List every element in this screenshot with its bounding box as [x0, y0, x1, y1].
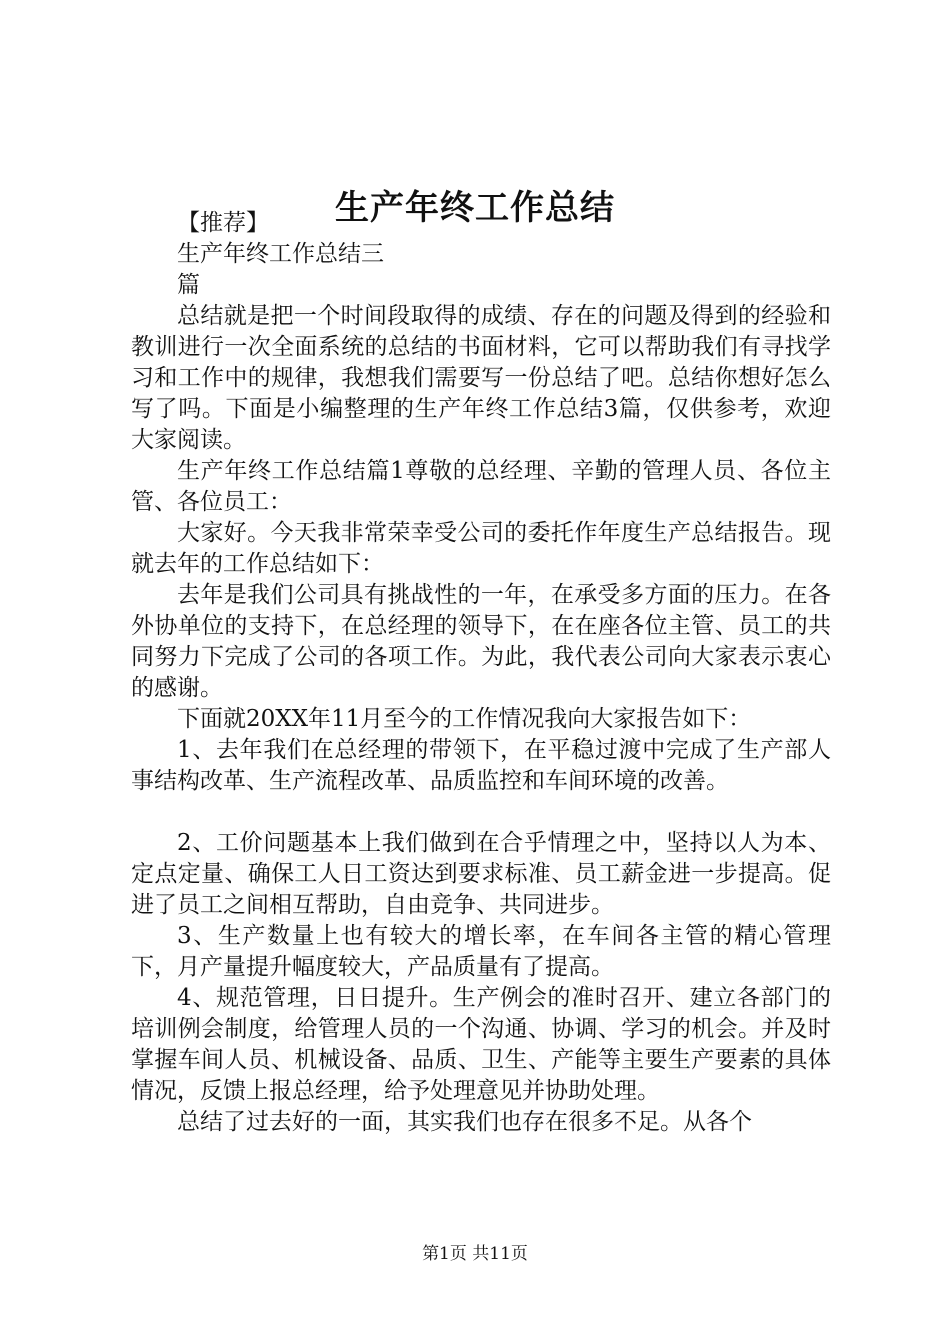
paragraph-spacer — [131, 797, 831, 828]
subtitle-line-continued: 篇 — [177, 272, 200, 298]
list-item-4: 4、规范管理，日日提升。生产例会的准时召开、建立各部门的培训例会制度，给管理人员的一个沟通、协调、学习的机会。并及时掌握车间人员、机械设备、品质、卫生、产能等主要生产要素的具体情况，反馈上报总经理，给予处理意见并协助处理。 — [131, 985, 831, 1104]
body-paragraph: 总结了过去好的一面，其实我们也存在很多不足。从各个 — [177, 1109, 752, 1135]
recommend-label: 【推荐】 — [177, 210, 269, 236]
subtitle-line: 生产年终工作总结三 — [177, 241, 384, 267]
list-item-2: 2、工价问题基本上我们做到在合乎情理之中，坚持以人为本、定点定量、确保工人日工资达到要求标准、员工薪金进一步提高。促进了员工之间相互帮助，自由竞争、共同进步。 — [131, 830, 831, 918]
document-body — [131, 208, 831, 1138]
body-paragraph: 下面就20XX年11月至今的工作情况我向大家报告如下： — [177, 706, 752, 732]
body-paragraph: 去年是我们公司具有挑战性的一年，在承受多方面的压力。在各外协单位的支持下，在总经理的领导下，在在座各位主管、员工的共同努力下完成了公司的各项工作。为此，我代表公司向大家表示衷心的感谢。 — [131, 582, 831, 701]
greeting-paragraph: 大家好。今天我非常荣幸受公司的委托作年度生产总结报告。现就去年的工作总结如下： — [131, 520, 831, 577]
page-number-footer: 第1页 共11页 — [422, 1244, 528, 1264]
section-heading-paragraph: 生产年终工作总结篇1尊敬的总经理、辛勤的管理人员、各位主管、各位员工： — [131, 458, 831, 515]
list-item-3: 3、生产数量上也有较大的增长率，在车间各主管的精心管理下，月产量提升幅度较大，产品质量有了提高。 — [131, 923, 831, 980]
document-title: 生产年终工作总结 — [335, 188, 615, 228]
intro-paragraph: 总结就是把一个时间段取得的成绩、存在的问题及得到的经验和教训进行一次全面系统的总结的书面材料，它可以帮助我们有寻找学习和工作中的规律，我想我们需要写一份总结了吧。总结你想好怎么写了吗。下面是小编整理的生产年终工作总结3篇，仅供参考，欢迎大家阅读。 — [131, 303, 831, 453]
list-item-1: 1、去年我们在总经理的带领下，在平稳过渡中完成了生产部人事结构改革、生产流程改革、品质监控和车间环境的改善。 — [131, 737, 831, 794]
